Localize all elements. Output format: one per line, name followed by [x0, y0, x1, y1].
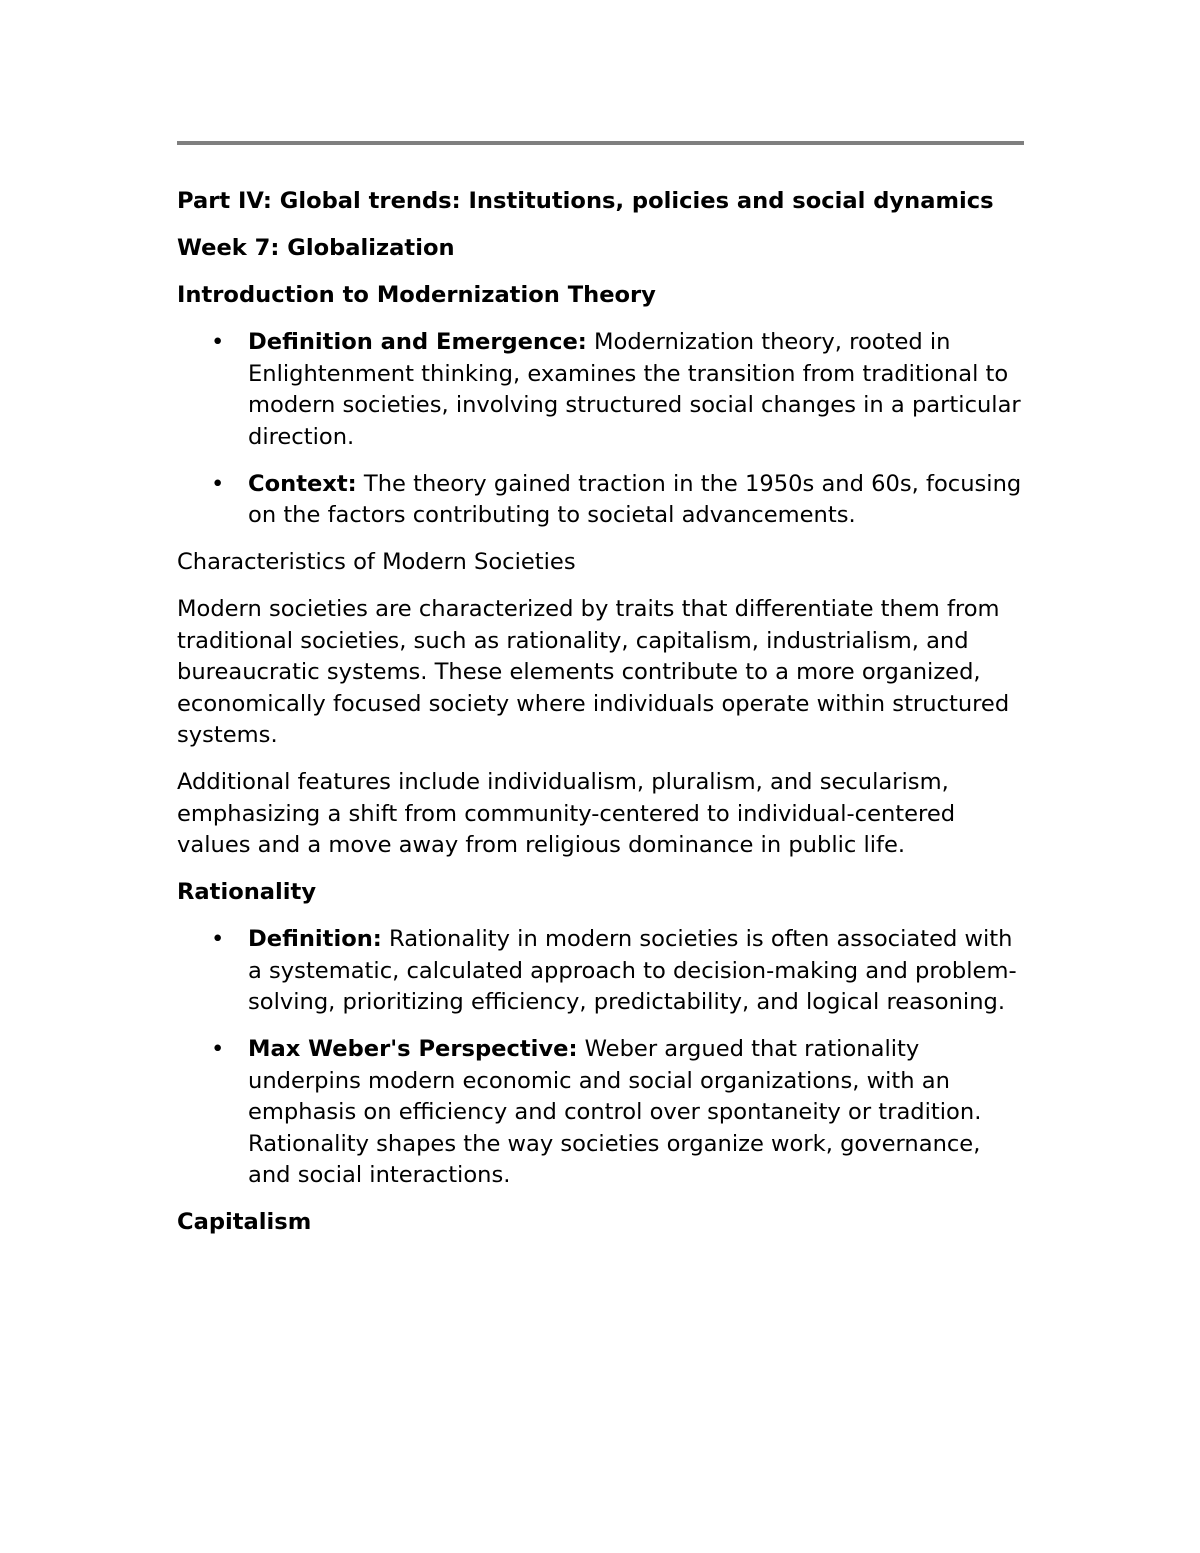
bullet-icon: •	[211, 1036, 225, 1062]
list-item	[177, 924, 1027, 1019]
bullet-text: The theory gained traction in the 1950s and 60s, focusing on the factors contributing to societal advancements.	[248, 470, 1022, 528]
rationality-heading: Rationality	[177, 879, 317, 905]
bullet-text: Modernization theory, rooted in Enlightenment thinking, examines the transition from traditional to modern societies, involving structured social changes in a particular direction.	[248, 329, 1021, 450]
intro-bullet-list	[177, 327, 1027, 532]
bullet-term: Context:	[248, 470, 357, 497]
capitalism-heading: Capitalism	[177, 1209, 312, 1235]
bullet-icon: •	[211, 926, 225, 952]
bullet-term: Definition and Emergence:	[248, 329, 587, 355]
characteristics-paragraph: Additional features include individualism, pluralism, and secularism, emphasizing a shift from community-centered to individual-centered values and a move away from religious dominance in public life.	[177, 769, 956, 858]
bullet-term: Definition:	[248, 926, 382, 952]
bullet-term: Max Weber's Perspective:	[248, 1036, 578, 1062]
characteristics-heading: Characteristics of Modern Societies	[177, 549, 576, 575]
part-heading: Part IV: Global trends: Institutions, policies and social dynamics	[177, 188, 994, 214]
week-heading: Week 7: Globalization	[177, 235, 455, 261]
rationality-bullet-list	[177, 924, 1027, 1192]
list-item	[177, 327, 1027, 453]
characteristics-paragraph: Modern societies are characterized by traits that differentiate them from traditional societies, such as rationality, capitalism, industrialism, and bureaucratic systems. These elements contribute to a more organized, economically focused society where individuals operate within structured systems.	[177, 596, 1010, 748]
document-body	[177, 186, 1027, 1254]
top-horizontal-rule	[177, 141, 1024, 145]
list-item	[177, 469, 1027, 532]
intro-heading: Introduction to Modernization Theory	[177, 282, 656, 308]
list-item	[177, 1034, 1027, 1192]
bullet-text: Rationality in modern societies is often associated with a systematic, calculated approach to decision-making and problem-solving, prioritizing efficiency, predictability, and logical reasoning.	[248, 926, 1017, 1015]
bullet-icon: •	[211, 470, 225, 497]
bullet-icon: •	[211, 329, 225, 355]
bullet-text: Weber argued that rationality underpins modern economic and social organizations, with an emphasis on efficiency and control over spontaneity or tradition. Rationality shapes the way societies organize work, governance, and social interactions.	[248, 1036, 982, 1188]
